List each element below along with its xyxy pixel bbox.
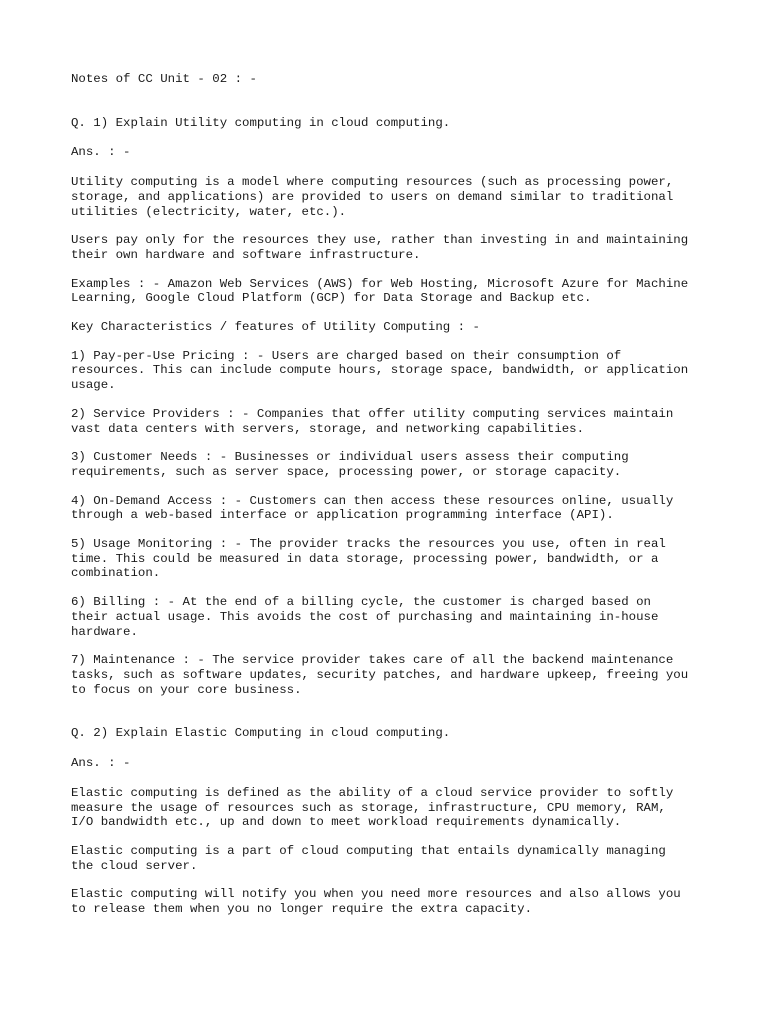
list-item: 2) Service Providers : - Companies that offer utility computing services maintain vast data centers with servers, storage, and networking capabilities. — [71, 406, 674, 436]
list-item: 1) Pay-per-Use Pricing : - Users are charged based on their consumption of resources. This can include compute hours, storage space, bandwidth, or application usage. — [71, 348, 689, 393]
answer-label: Ans. : - — [71, 756, 131, 771]
list-item: 6) Billing : - At the end of a billing cycle, the customer is charged based on their actual usage. This avoids the cost of purchasing and maintaining in-house hardware. — [71, 595, 659, 639]
list-item: 7) Maintenance : - The service provider takes care of all the backend maintenance tasks, such as software updates, security patches, and hardware upkeep, freeing you to focus on your core business. — [71, 653, 689, 697]
list-item: 5) Usage Monitoring : - The provider tracks the resources you use, often in real time. This could be measured in data storage, processing power, bandwidth, or a combination. — [71, 537, 666, 581]
question-heading: Q. 1) Explain Utility computing in cloud computing. — [71, 115, 451, 130]
list-item: 3) Customer Needs : - Businesses or individual users assess their computing requirements, such as server space, processing power, or storage capacity. — [71, 450, 629, 479]
paragraph: Examples : - Amazon Web Services (AWS) for Web Hosting, Microsoft Azure for Machine Learning, Google Cloud Platform (GCP) for Data Storage and Backup etc. — [71, 276, 689, 306]
section-utility-computing — [71, 116, 711, 698]
paragraph: Users pay only for the resources they use, rather than investing in and maintaining their own hardware and software infrastructure. — [71, 233, 689, 262]
section-elastic-computing — [71, 726, 711, 916]
paragraph: Elastic computing will notify you when you need more resources and also allows you to release them when you no longer require the extra capacity. — [71, 887, 681, 917]
document-title: Notes of CC Unit - 02 : - — [71, 72, 257, 86]
paragraph: Elastic computing is a part of cloud computing that entails dynamically managing the cloud server. — [71, 843, 666, 873]
answer-label: Ans. : - — [71, 145, 131, 160]
document-page — [71, 72, 711, 931]
paragraph: Key Characteristics / features of Utility Computing : - — [71, 320, 480, 335]
paragraph: Utility computing is a model where computing resources (such as processing power, storage, and applications) are provided to users on demand similar to traditional utilities (electricity, water, etc.). — [71, 175, 674, 219]
paragraph: Elastic computing is defined as the ability of a cloud service provider to softly measure the usage of resources such as storage, infrastructure, CPU memory, RAM, I/O bandwidth etc., up and down to meet workload requirements dynamically. — [71, 785, 674, 830]
question-heading: Q. 2) Explain Elastic Computing in cloud computing. — [71, 726, 451, 741]
list-item: 4) On-Demand Access : - Customers can then access these resources online, usually through a web-based interface or application programming interface (API). — [71, 493, 674, 523]
